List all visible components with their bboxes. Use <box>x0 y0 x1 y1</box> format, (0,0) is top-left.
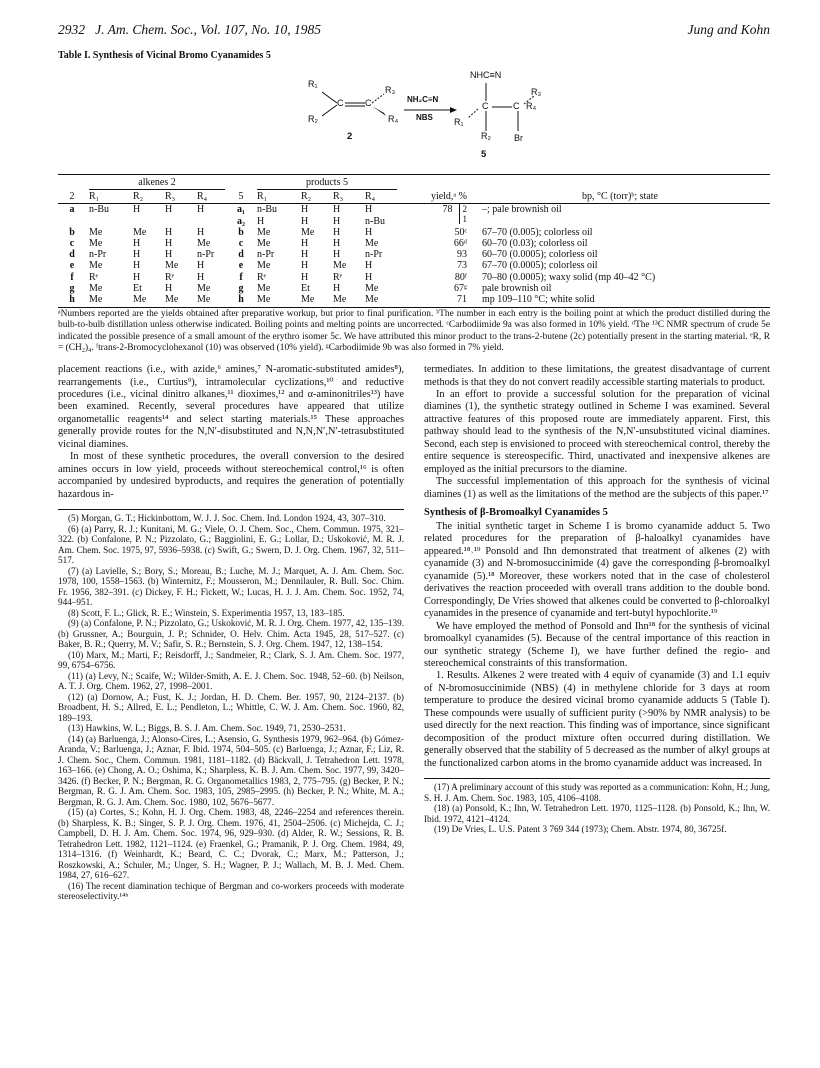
table-cell-r4: H <box>197 204 205 216</box>
table-cell-yield <box>400 204 470 227</box>
table-cell-r1: Me <box>89 226 103 238</box>
table-cell-yield <box>400 260 470 271</box>
right-column <box>424 364 770 901</box>
table-cell-r3: Rᵉ <box>165 271 175 283</box>
col-header: R₂ <box>298 190 330 204</box>
table-cell-r1: n-Pr <box>89 249 107 261</box>
alkene-r4-label: R₄ <box>388 114 399 124</box>
table-cell-alk: c <box>69 238 75 250</box>
table-row <box>58 283 770 294</box>
table-row <box>58 238 770 249</box>
table-cell-yield <box>400 227 470 238</box>
table-cell-p2: Et <box>301 282 310 294</box>
table-row <box>58 249 770 260</box>
table-cell-prod: a₁ a₂ <box>237 204 245 227</box>
table-cell-bp: –; pale brownish oil <box>482 204 562 216</box>
body-paragraph: We have employed the method of Ponsold and Ihn¹⁸ for the synthesis of vicinal bromoalkyl cyanamides (5). Because of the central importance of this reaction in our synthetic strategy (Scheme I), we have further defined the regio- and stereochemical constraints of this transformation. <box>424 620 770 670</box>
yield-value: 78 <box>442 204 453 216</box>
product-br-label: Br <box>514 133 523 143</box>
table-cell-r4: Me <box>194 294 228 308</box>
table-cell-p1: Me <box>254 294 298 308</box>
table-cell-prod: g <box>238 282 244 294</box>
col-header: R₄ <box>194 190 228 204</box>
reference-entry: (14) (a) Barluenga, J.; Alonso-Cires, L.; Asensio, G. Synthesis 1979, 962–964. (b) Gómez-Aranda, V.; Barluenga, J.; Aznar, F. Ibid. 1974, 504–505. (c) Barluenga, J.; Aznar, F.; Liz, R. J. Chem. Soc., Chem. Commun. 1981, 1181–1182. (d) Bäckvall, J. Tetrahedron Lett. 1978, 163–166. (e) Chong, A. O.; Oshima, K.; Sharpless, K. B. J. Am. Chem. Soc. 1977, 99, 3420–3426. (f) Becker, P. N.; Bergman, R. G. Organometallics 1983, 2, 775–795. (g) Becker, P. N.; Bergman, R. G. J. Am. Chem. Soc. 1983, 105, 2985–2995. (h) Becker, P. N.; White, M. A.; Bergman, R. G. J. Am. Chem. Soc. 1980, 102, 5676–5677. <box>58 733 404 807</box>
left-references <box>58 509 404 902</box>
table-cell-r4: n-Pr <box>197 249 215 261</box>
scheme-bonds <box>58 65 770 170</box>
table-cell-r4: Me <box>197 238 211 250</box>
yield-value: 93 <box>457 249 467 261</box>
table-cell-alk: d <box>69 249 75 261</box>
table-cell-p3: Me <box>333 260 347 272</box>
table-cell-alk: h <box>58 294 86 308</box>
table-cell-alk: g <box>69 282 75 294</box>
reference-entry: (5) Morgan, G. T.; Hickinbottom, W. J. J. Soc. Chem. Ind. London 1924, 43, 307–310. <box>68 513 386 524</box>
table-cell-prod: f <box>239 271 243 283</box>
table-cell-yield <box>400 272 470 283</box>
table-cell-r2: H <box>133 249 141 261</box>
table-cell-p4: Me <box>365 282 379 294</box>
table-cell-r4: H <box>197 271 205 283</box>
table-cell-r2: H <box>133 271 141 283</box>
table-cell-p3: H <box>333 238 341 250</box>
body-paragraph: The initial synthetic target in Scheme I is bromo cyanamide adduct 5. Two related procedures for the preparation of β-haloalkyl cyanamides have appeared.¹⁸˒¹⁹ Ponsold and Ihn demonstrated that treatment of alkenes (2) with cyanamide (3) and N-bromosuccinimide (4) gave the corresponding β-bromoalkyl cyanamide (5).¹⁸ Moreover, these workers noted that in the case of cholesterol derivatives the reaction proceeded with overall trans addition to the double bond. Correspondingly, De Vries showed that alkenes could be converted to β-chloroalkyl cyanamides in the presence of cyanamide and tert-butyl hypochlorite.¹⁹ <box>424 521 770 620</box>
products-group-header: products 5 <box>257 177 397 190</box>
table-row <box>58 227 770 238</box>
reagent-cyanamide: NH₂C≡N <box>407 95 439 104</box>
col-header: R₃ <box>330 190 362 204</box>
isomer-ratio: 2 1 <box>459 204 468 224</box>
table-cell-p3: H H <box>333 204 341 227</box>
table-cell-p1: Me <box>257 282 271 294</box>
page-number: 2932 <box>58 22 85 37</box>
compound-5-label: 5 <box>481 149 487 160</box>
table-cell-yield <box>400 283 470 294</box>
table-cell-yield <box>400 294 470 308</box>
table-cell-prod: d <box>238 249 244 261</box>
table-cell-bp: 60–70 (0.03); colorless oil <box>482 238 588 250</box>
body-paragraph: In an effort to provide a successful solution for the preparation of vicinal diamines (1), the synthetic strategy outlined in Scheme I was examined. Several attractive features of this proposed route are immediately apparent. First, this pathway should lead to the synthesis of the N,N′-unsubstituted vicinal diamines. Second, each step is envisioned to proceed with stereochemical control, thereby the entire sequence is stereospecific. Third, unactivated and inexpensive alkenes are employed as the initial precursors to the diamine. <box>424 388 770 475</box>
table-cell-bp: 67–70 (0.005); colorless oil <box>482 226 593 238</box>
table-cell-p1: n-Pr <box>257 249 275 261</box>
table-row <box>58 204 770 227</box>
reference-entry: (15) (a) Cortes, S.; Kohn, H. J. Org. Chem. 1983, 48, 2246–2254 and references therein. (b) Sharpless, K. B.; Singer, S. P. J. Org. Chem. 1976, 41, 2504–2506. (c) Michejda, C. J.; Campbell, D. H. J. Am. Chem. Soc. 1974, 96, 929–930. (d) Alder, R. W.; Sessions, R. B. Tetrahedron Lett. 1982, 1121–1124. (e) Fraenkel, G.; Pramanik, P. J. Org. Chem. 1984, 49, 1314–1316. (f) Weinhardt, K.; Beard, C. C.; Dvorak, C.; Marx, M.; Patterson, J.; Roszkowski, A.; Schuler, M.; Unger, S. H.; Wagner, P. J.; Wallach, M. B. J. Med. Chem. 1984, 27, 616–627. <box>58 807 404 881</box>
alkene-r1-label: R₁ <box>308 79 318 89</box>
table-cell-r3: H <box>165 282 173 294</box>
table-cell-prod: c <box>238 238 244 250</box>
running-header <box>58 22 770 40</box>
reference-entry: (17) A preliminary account of this study was reported as a communication: Kohn, H.; Jung, S. H. J. Am. Chem. Soc. 1983, 105, 4106–4108. <box>424 782 770 803</box>
table-cell-r3: H <box>165 238 173 250</box>
reference-entry: (16) The recent diamination techique of Bergman and co-workers proceeds with moderate stereoselectivity.¹⁴ʰ <box>58 880 404 902</box>
table-cell-p2: Me <box>298 294 330 308</box>
table-cell-yield <box>400 249 470 260</box>
product-cyanamide-group: NHC≡N <box>470 70 502 80</box>
reference-entry: (18) (a) Ponsold, K.; Ihn, W. Tetrahedron Lett. 1970, 1125–1128. (b) Ponsold, K.; Ihn, W. Ibid. 1972, 4121–4124. <box>424 803 770 824</box>
table-body <box>58 204 770 308</box>
table-cell-p3: Rᵉ <box>333 271 343 283</box>
table-cell-r2: Et <box>133 282 142 294</box>
table-column-header-row <box>58 190 770 204</box>
col-header: R₁ <box>86 190 130 204</box>
reference-entry: (11) (a) Levy, N.; Scaife, W.; Wilder-Smith, A. E. J. Chem. Soc. 1948, 52–60. (b) Neilson, A. T. J. Org. Chem. 1962, 27, 1998–2001. <box>58 670 404 692</box>
table-cell-p3: H <box>333 249 341 261</box>
table-cell-r3: H <box>165 249 173 261</box>
table-cell-r1: n-Bu <box>89 204 109 216</box>
alkene-r3-label: R₃ <box>385 85 396 95</box>
reference-entry: (19) De Vries, L. U.S. Patent 3 769 344 (1973); Chem. Abstr. 1974, 80, 36725f. <box>434 824 727 835</box>
compound-2-label: 2 <box>347 131 353 142</box>
product-r3-label: R₃ <box>531 87 542 97</box>
body-paragraph: The successful implementation of this approach for the synthesis of vicinal diamines (1) as well as the limitations of the method are the subjects of this paper.¹⁷ <box>424 476 770 500</box>
section-heading: Synthesis of β-Bromoalkyl Cyanamides 5 <box>424 507 608 519</box>
table-cell-r2: Me <box>133 226 147 238</box>
reagent-nbs: NBS <box>416 113 433 122</box>
table-cell-bp: 70–80 (0.0005); waxy solid (mp 40–42 °C) <box>482 271 656 283</box>
yield-value: 50ᶜ <box>454 226 467 238</box>
body-paragraph: placement reactions (i.e., with azide,⁶ amines,⁷ N-aromatic-substituted amides⁸), rearrangements (i.e., Curtius⁹), intramolecular cyclizations,¹⁰ and reductive procedures (i.e., vicinal dinitro alkanes,¹¹ dioximes,¹² and α-aminonitriles¹³) have been examined. Recently, several procedures have appeared that utilize organometallic reagents¹⁴ and select starting materials.¹⁵ These approaches generally provide routes for the N,N′-disubstituted and N,N,N′,N′-tetrasubstituted vicinal diamines. <box>58 364 404 450</box>
table-cell-p4: n-Pr <box>365 249 383 261</box>
table-cell-p4: H <box>365 260 373 272</box>
product-r2-label: R₂ <box>481 131 491 141</box>
table-cell-p1: n-Bu H <box>257 204 277 227</box>
col-header: 2 <box>58 190 86 204</box>
table-cell-p2: H H <box>301 204 309 227</box>
reference-entry: (6) (a) Parry, R. J.; Kunitani, M. G.; Viele, O. J. Chem. Soc., Chem. Commun. 1975, 321–322. (b) Confalone, P. N.; Pizzolato, G.; Baggiolini, E. G.; Lollar, D.; Uskoković, M. R. J. Am. Chem. Soc. 1975, 97, 5936–5938. (c) Swift, G.; Swern, D. J. Org. Chem. 1967, 32, 511–517. <box>58 523 404 566</box>
table-cell-bp: 60–70 (0.0005); colorless oil <box>482 249 598 261</box>
table-cell-r1: Rᵉ <box>89 271 99 283</box>
table-cell-r1: Me <box>89 282 103 294</box>
table-row <box>58 272 770 283</box>
alkene-carbon-1: C <box>337 98 344 108</box>
product-carbon-1: C <box>482 101 489 111</box>
table-cell-r4: Me <box>197 282 211 294</box>
yield-value: 67ᵍ <box>453 282 467 294</box>
table-cell-p4: H <box>365 271 373 283</box>
col-header: yield,ᵃ % <box>400 190 470 204</box>
journal-citation: J. Am. Chem. Soc., Vol. 107, No. 10, 1985 <box>95 22 321 37</box>
table-cell-bp: 67–70 (0.0005); colorless oil <box>482 260 598 272</box>
table-cell-p4: H <box>365 226 373 238</box>
table-cell-p3: H <box>333 226 341 238</box>
table-cell-p1: Rᵉ <box>257 271 267 283</box>
table-cell-prod: b <box>238 226 244 238</box>
product-r1-label: R₁ <box>454 117 464 127</box>
yield-value: 73 <box>457 260 467 272</box>
table-cell-yield <box>400 238 470 249</box>
alkene-carbon-2: C <box>365 98 372 108</box>
yield-value: 66ᵈ <box>453 238 467 250</box>
table-cell-r4: H <box>197 260 205 272</box>
reference-entry: (12) (a) Dornow, A.; Fust, K. J.; Jordan, H. D. Chem. Ber. 1957, 90, 2124–2137. (b) Broadbent, H. S.; Allred, E. L.; Pendleton, L.; Whittle, C. W. J. Am. Chem. Soc. 1960, 82, 189–193. <box>58 691 404 723</box>
table-cell-r3: Me <box>165 260 179 272</box>
col-header: R₄ <box>362 190 400 204</box>
table-cell-p1: Me <box>257 226 271 238</box>
reference-entry: (9) (a) Confalone, P. N.; Pizzolato, G.; Uskoković, M. R. J. Org. Chem. 1977, 42, 135–139. (b) Grussner, A.; Bourguin, J. P.; Schnider, O. Helv. Chim. Acta 1945, 28, 517–527. (c) Baker, B. R.; Querry, M. V.; Safir, S. R.; Bernstein, S. J. Org. Chem. 1947, 12, 138–154. <box>58 618 404 650</box>
col-header: R₂ <box>130 190 162 204</box>
table-cell-prod: h <box>228 294 254 308</box>
header-page-and-journal <box>58 22 321 40</box>
table-cell-p2: H <box>301 271 309 283</box>
table-title: Table I. Synthesis of Vicinal Bromo Cyanamides 5 <box>58 50 271 61</box>
table-cell-r3: H <box>165 204 173 216</box>
table-cell-p4: Me <box>362 294 400 308</box>
table-group-header-row <box>58 175 770 191</box>
table-cell-prod: e <box>238 260 244 272</box>
table-cell-p4: Me <box>365 238 379 250</box>
table-cell-alk: e <box>69 260 75 272</box>
table-cell-alk: f <box>70 271 74 283</box>
col-header: bp, °C (torr)ᵇ; state <box>470 190 770 204</box>
body-paragraph: In most of these synthetic procedures, the overall conversion to the desired amines occurs in low yield, proceeds without stereochemical control,¹⁶ is often accompanied by undesired byproducts, and requires the generation of potentially hazardous in- <box>58 451 404 500</box>
yield-value: 71 <box>457 294 467 306</box>
col-header: R₃ <box>162 190 194 204</box>
table-cell-r4: H <box>197 226 205 238</box>
table-cell-alk: b <box>69 226 75 238</box>
header-authors: Jung and Kohn <box>687 22 770 37</box>
table-cell-bp: pale brownish oil <box>482 282 552 294</box>
reference-entry: (7) (a) Lavielle, S.; Bory, S.; Moreau, B.; Luche, M. J.; Marquet, A. J. Am. Chem. Soc. 1978, 100, 1558–1563. (b) Winternitz, F.; Mousseron, M.; Dennilauler, R. Bull. Soc. Chim. Fr. 1956, 382–391. (c) Dickey, F. H.; Fickett, W.; Lucas, H. J. J. Am. Chem. Soc. 1952, 74, 944–951. <box>58 565 404 608</box>
two-column-body <box>58 364 770 901</box>
table-cell-r3: Me <box>162 294 194 308</box>
col-header: R₁ <box>254 190 298 204</box>
table-cell-r1: Me <box>89 260 103 272</box>
alkene-r2-label: R₂ <box>308 114 318 124</box>
reference-entry: (8) Scott, F. L.; Glick, R. E.; Winstein, S. Experimentia 1957, 13, 183–185. <box>68 607 345 618</box>
right-references <box>424 778 770 835</box>
table-cell-bp: mp 109–110 °C; white solid <box>470 294 770 308</box>
table-row <box>58 260 770 271</box>
table-cell-p2: H <box>301 260 309 272</box>
yield-value: 80ᶠ <box>454 271 467 283</box>
table-cell-r2: H <box>133 204 141 216</box>
table-cell-p2: Me <box>301 226 315 238</box>
table-cell-r2: Me <box>130 294 162 308</box>
table-cell-p3: Me <box>330 294 362 308</box>
table-footnotes: ᵃNumbers reported are the yields obtained after preparative workup, but prior to final purification. ᵇThe number in each entry is the boiling point at which the product distilled during the bulb-to-bulb distillation unless otherwise indicated. Boiling points and melting points are uncorrected. ᶜCarbodiimide 9a was also formed in 10% yield. ᵈThe ¹³C NMR spectrum of crude 5e indicated the possible presence of a small amount of the erythro isomer 5c. We have attributed this minor product to the trans-2-butene (2c) potentially present in the starting material. ᵉR, R = (CH₂)₄. ᶠtrans-2-Bromocyclohexanol (10) was observed (10% yield). ᵍCarbodiimide 9b was also formed in 7% yield. <box>58 309 770 353</box>
body-paragraph: 1. Results. Alkenes 2 were treated with 4 equiv of cyanamide (3) and 1.1 equiv of N-bromosuccinimide (NBS) (4) in methylene chloride for 3 days at room temperature to produce the desired vicinal bromo cyanamide adducts 5 (Table I). These compounds were usually of sufficient purity (>90% by NMR analysis) to be used directly for the next reaction. This finding was of importance, since significant decomposition of the product mixture often occurred during distillation. We generally observed that the stability of 5 decreased as the number of alkyl groups at the functionalized carbon atoms in the bromo cyanamide adduct was increased. In <box>424 670 770 769</box>
table-cell-p3: H <box>333 282 341 294</box>
reference-entry: (13) Hawkins, W. L.; Biggs, B. S. J. Am. Chem. Soc. 1949, 71, 2530–2531. <box>68 723 346 734</box>
table-cell-p2: H <box>301 249 309 261</box>
table-cell-r1: Me <box>89 238 103 250</box>
table-cell-p4: H n-Bu <box>365 204 385 227</box>
table-cell-p1: Me <box>257 238 271 250</box>
table-cell-r1: Me <box>86 294 130 308</box>
col-header: 5 <box>228 190 254 204</box>
table-cell-p1: Me <box>257 260 271 272</box>
table-cell-r3: H <box>165 226 173 238</box>
alkenes-group-header: alkenes 2 <box>89 177 225 190</box>
reference-entry: (10) Marx, M.; Marti, F.; Reisdorff, J.; Sandmeier, R.; Clark, S. J. Am. Chem. Soc. 1977, 99, 6754–6756. <box>58 649 404 671</box>
journal-page <box>58 22 770 902</box>
synthesis-table <box>58 174 770 308</box>
reaction-scheme <box>58 65 770 170</box>
left-column <box>58 364 404 901</box>
product-carbon-2: C <box>513 101 520 111</box>
table-cell-alk: a <box>69 204 75 216</box>
table-cell-r2: H <box>133 260 141 272</box>
table-cell-p2: H <box>301 238 309 250</box>
product-r4-label: R₄ <box>526 101 537 111</box>
table-row <box>58 294 770 308</box>
body-paragraph: termediates. In addition to these limitations, the greatest disadvantage of current methods is that they do not convert readily accessible starting materials to product. <box>424 364 770 388</box>
table-cell-r2: H <box>133 238 141 250</box>
